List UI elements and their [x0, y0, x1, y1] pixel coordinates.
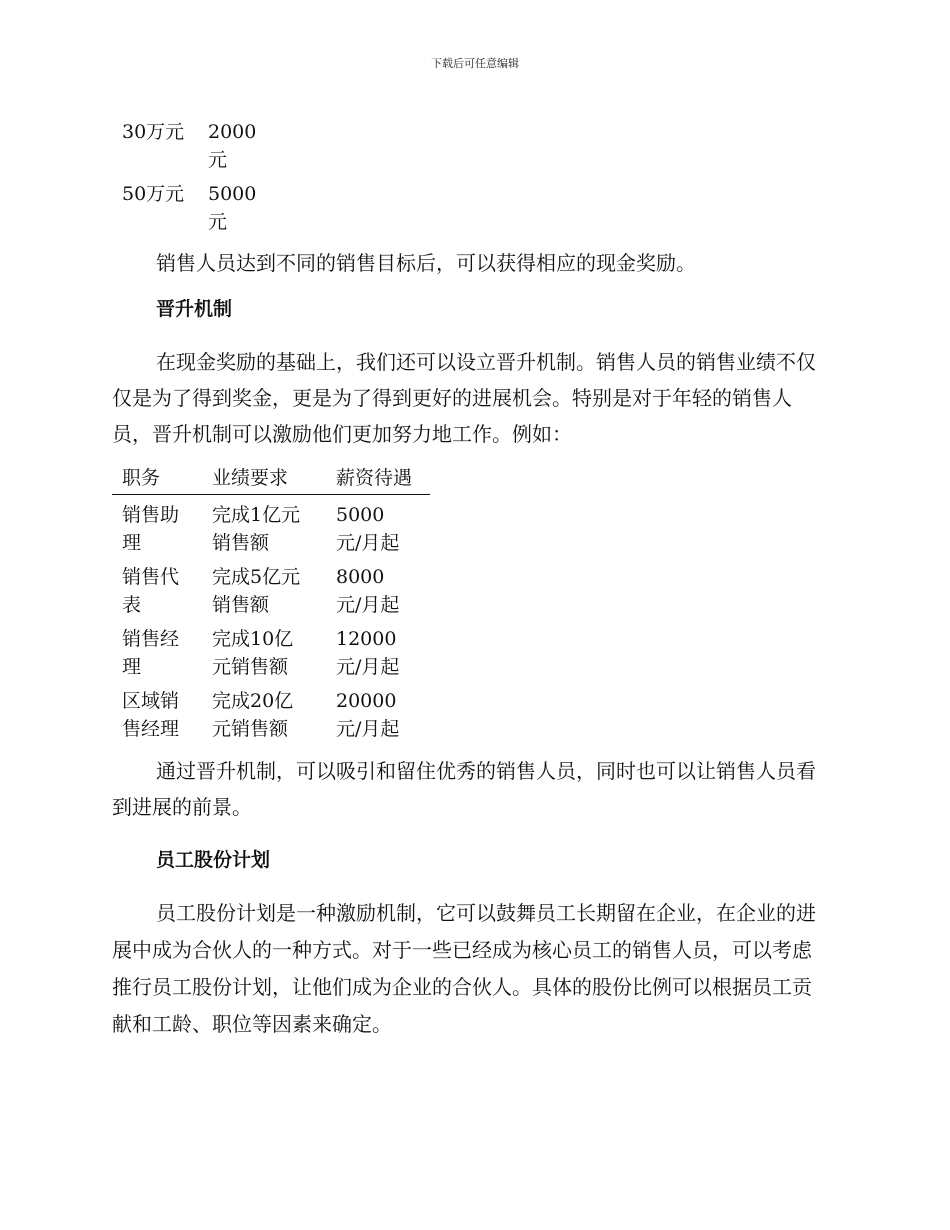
- cell-salary: 20000 元/月起: [336, 690, 400, 740]
- paragraph-promotion-intro: 在现金奖励的基础上，我们还可以设立晋升机制。销售人员的销售业绩不仅仅是为了得到奖金，更是为了得到更好的进展机会。特别是对于年轻的销售人员，晋升机制可以激励他们更加努力地工作。例如：: [112, 350, 816, 446]
- cell-role: 销售经 理: [122, 628, 180, 678]
- column-header-salary: 薪资待遇: [326, 464, 430, 495]
- cell-role: 销售助 理: [122, 504, 180, 554]
- column-header-requirement: 业绩要求: [202, 464, 326, 495]
- reward-bonus: 5000 元: [208, 183, 257, 233]
- table-row: [112, 681, 430, 743]
- page-header: 下载后可任意编辑: [431, 57, 519, 70]
- cell-requirement: 完成20亿 元销售额: [212, 690, 294, 740]
- table-row: [112, 619, 430, 681]
- table-row: [112, 495, 430, 558]
- section-heading-stock-plan: 员工股份计划: [156, 849, 271, 871]
- paragraph-stock-plan: 员工股份计划是一种激励机制，它可以鼓舞员工长期留在企业，在企业的进展中成为合伙人的一种方式。对于一些已经成为核心员工的销售人员，可以考虑推行员工股份计划，让他们成为企业的合伙人。具体的股份比例可以根据员工贡献和工龄、职位等因素来确定。: [112, 901, 816, 1036]
- section-heading-promotion: 晋升机制: [156, 298, 233, 320]
- table-row: [112, 557, 430, 619]
- reward-bonus: 2000 元: [208, 121, 257, 171]
- reward-target: 30万元: [122, 121, 185, 143]
- column-header-role: 职务: [112, 464, 202, 495]
- document-body: [112, 116, 830, 1043]
- promotion-table: [112, 464, 430, 743]
- cell-salary: 12000 元/月起: [336, 628, 400, 678]
- paragraph-cash-reward: 销售人员达到不同的销售目标后，可以获得相应的现金奖励。: [156, 251, 696, 275]
- cell-requirement: 完成1亿元 销售额: [212, 504, 301, 554]
- cell-role: 区域销 售经理: [122, 690, 180, 740]
- cell-requirement: 完成5亿元 销售额: [212, 566, 301, 616]
- table-header-row: [112, 464, 430, 495]
- table-row: [112, 178, 266, 240]
- cell-salary: 8000 元/月起: [336, 566, 400, 616]
- reward-table: [112, 116, 266, 240]
- reward-target: 50万元: [122, 183, 185, 205]
- table-row: [112, 116, 266, 178]
- cell-requirement: 完成10亿 元销售额: [212, 628, 294, 678]
- paragraph-promotion-summary: 通过晋升机制，可以吸引和留住优秀的销售人员，同时也可以让销售人员看到进展的前景。: [112, 759, 816, 819]
- cell-salary: 5000 元/月起: [336, 504, 400, 554]
- cell-role: 销售代 表: [122, 566, 180, 616]
